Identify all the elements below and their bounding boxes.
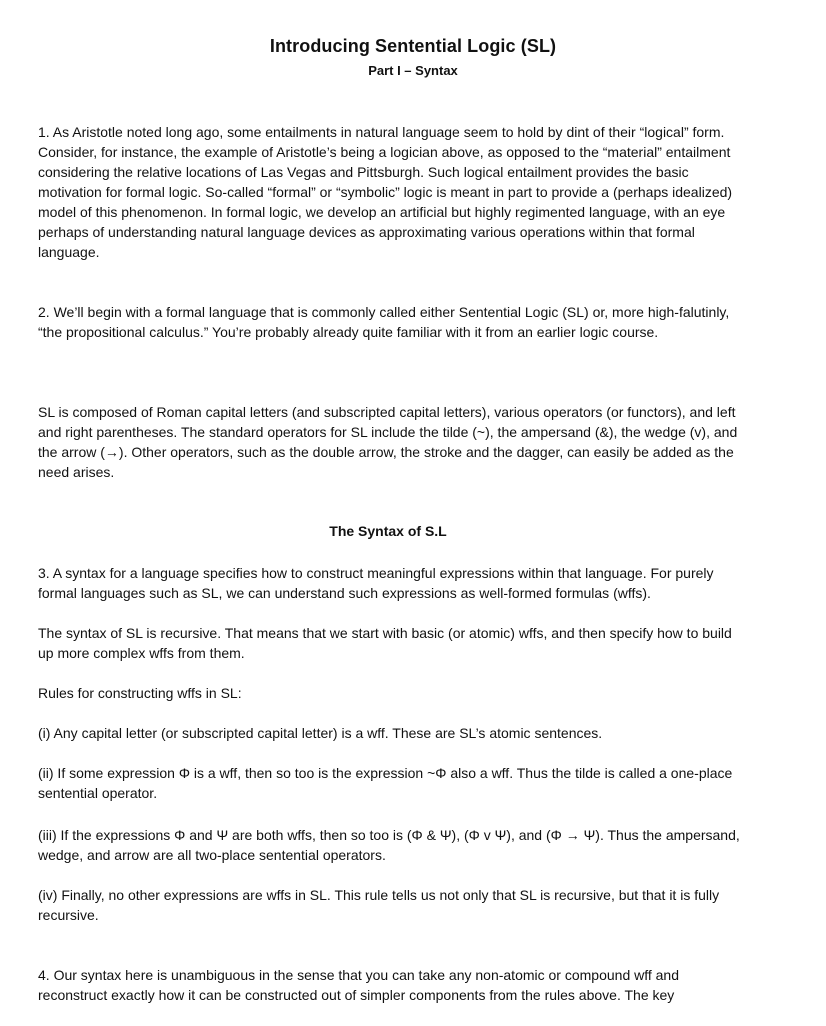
rule-iii: (iii) If the expressions Φ and Ψ are both wffs, then so too is (Φ & Ψ), (Φ v Ψ), and (Φ → Ψ). Thus the ampersand, wedge, and arrow are all two-place sentential operators. bbox=[38, 827, 740, 863]
paragraph-3: SL is composed of Roman capital letters (and subscripted capital letters), various operators (or functors), and left and right parentheses. The standard operators for SL include the tilde (~), the ampersand (&), the wedge (v), and the arrow (→). Other operators, such as the double arrow, the stroke and the dagger, can easily be added as the need arises. bbox=[38, 404, 738, 480]
section-heading: The Syntax of S.L bbox=[329, 523, 447, 539]
paragraph-2: 2. We’ll begin with a formal language that is commonly called either Sentential Logic (SL) or, more high-falutinly, “the propositional calculus.” You’re probably already quite familiar with it from an earlier logic course. bbox=[38, 304, 730, 340]
rule-iv: (iv) Finally, no other expressions are wffs in SL. This rule tells us not only that SL is recursive, but that it is fully recursive. bbox=[38, 887, 720, 923]
rule-i: (i) Any capital letter (or subscripted capital letter) is a wff. These are SL’s atomic sentences. bbox=[38, 725, 603, 741]
paragraph-1: 1. As Aristotle noted long ago, some entailments in natural language seem to hold by dint of their “logical” form. Consider, for instance, the example of Aristotle’s being a logician above, as opposed to the “material” entailment considering the relative locations of Las Vegas and Pittsburgh. Such logical entailment provides the basic motivation for formal logic. So-called “formal” or “symbolic” logic is meant in part to provide a (perhaps idealized) model of this phenomenon. In formal logic, we develop an artificial but highly regimented language, with an eye perhaps of understanding natural language devices as approximating various operations within that formal language. bbox=[38, 124, 733, 260]
document-subtitle: Part I – Syntax bbox=[368, 63, 458, 78]
rules-intro: Rules for constructing wffs in SL: bbox=[38, 685, 242, 701]
paragraph-recursive: The syntax of SL is recursive. That means that we start with basic (or atomic) wffs, and then specify how to build up more complex wffs from them. bbox=[38, 625, 732, 661]
paragraph-syntax-definition: 3. A syntax for a language specifies how to construct meaningful expressions within that language. For purely formal languages such as SL, we can understand such expressions as well-formed formulas (wffs). bbox=[38, 565, 714, 601]
rule-ii: (ii) If some expression Φ is a wff, then so too is the expression ~Φ also a wff. Thus the tilde is called a one-place sentential operator. bbox=[38, 765, 733, 801]
paragraph-4: 4. Our syntax here is unambiguous in the sense that you can take any non-atomic or compound wff and reconstruct exactly how it can be constructed out of simpler components from the rules above. The key bbox=[38, 967, 680, 1003]
document-title: Introducing Sentential Logic (SL) bbox=[269, 36, 557, 56]
